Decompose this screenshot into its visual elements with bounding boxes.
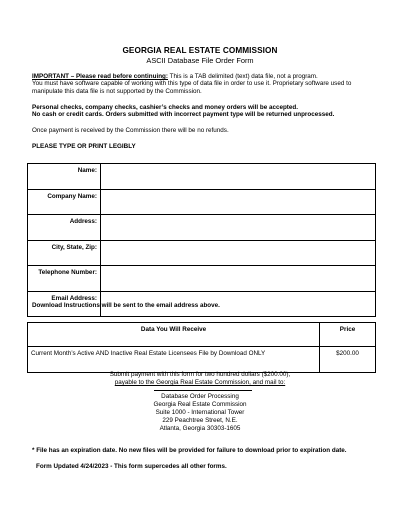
- telephone-field[interactable]: [101, 266, 376, 292]
- company-name-field[interactable]: [101, 189, 376, 215]
- submit-payment-line2: payable to the Georgia Real Estate Commission, and mail to:: [114, 379, 286, 386]
- mail-address-line4: 229 Peachtree Street, N.E.: [162, 417, 238, 424]
- company-name-label: Company Name:: [28, 189, 101, 215]
- important-line3: manipulate this data file is not supported by the Commission.: [32, 87, 202, 95]
- form-updated-note: Form Updated 4/24/2023 - This form supercedes all other forms.: [36, 463, 227, 470]
- contact-form: [27, 163, 376, 317]
- important-label: IMPORTANT – Please read before continuing:: [32, 73, 168, 80]
- mail-address-line1: Database Order Processing: [161, 393, 239, 400]
- page-subtitle: ASCII Database File Order Form: [146, 56, 254, 65]
- payment-notice: [32, 104, 377, 119]
- city-state-zip-field[interactable]: [101, 240, 376, 266]
- order-table: [27, 322, 376, 373]
- payment-line2: No cash or credit cards. Orders submitted with incorrect payment type will be returned unprocessed.: [32, 111, 335, 119]
- form-row-name: [28, 164, 376, 190]
- email-label: Email Address:: [28, 291, 101, 317]
- form-row-telephone: [28, 266, 376, 292]
- form-row-address: [28, 215, 376, 241]
- city-state-zip-label: City, State, Zip:: [28, 240, 101, 266]
- form-row-city: [28, 240, 376, 266]
- mail-address-line5: Atlanta, Georgia 30303-1605: [159, 425, 241, 432]
- divider-line: [154, 390, 252, 391]
- page-title: GEORGIA REAL ESTATE COMMISSION: [122, 46, 278, 55]
- column-header-price: Price: [320, 323, 376, 347]
- legibility-instruction: PLEASE TYPE OR PRINT LEGIBLY: [32, 143, 136, 150]
- order-table-header: [28, 323, 376, 347]
- submit-payment-line1: Submit payment with this form for two hundred dollars ($200.00),: [109, 371, 291, 378]
- expiration-note: * File has an expiration date. No new files will be provided for failure to download prior to expiration date.: [32, 447, 347, 454]
- refund-notice: Once payment is received by the Commission there will be no refunds.: [32, 127, 229, 134]
- mail-address-line2: Georgia Real Estate Commission: [153, 401, 247, 408]
- important-notice: [32, 73, 377, 95]
- important-line1: This is a TAB delimited (text) data file, not a program.: [169, 73, 318, 80]
- name-label: Name:: [28, 164, 101, 190]
- form-row-company: [28, 189, 376, 215]
- order-item-price: $200.00: [320, 347, 376, 373]
- name-field[interactable]: [101, 164, 376, 190]
- important-line2: You must have software capable of working with this type of data file in order to use it. Proprietary software used to: [32, 80, 352, 88]
- download-instructions-note: Download Instructions will be sent to the email address above.: [32, 302, 220, 309]
- telephone-label: Telephone Number:: [28, 266, 101, 292]
- payment-line1: Personal checks, company checks, cashier’s checks and money orders will be accepted.: [32, 104, 298, 111]
- mail-address-line3: Suite 1000 - International Tower: [155, 409, 245, 416]
- order-table-row: [28, 347, 376, 373]
- address-field[interactable]: [101, 215, 376, 241]
- column-header-data: Data You Will Receive: [28, 323, 320, 347]
- address-label: Address:: [28, 215, 101, 241]
- order-item-description: Current Month’s Active AND Inactive Real Estate Licensees File by Download ONLY: [28, 347, 320, 373]
